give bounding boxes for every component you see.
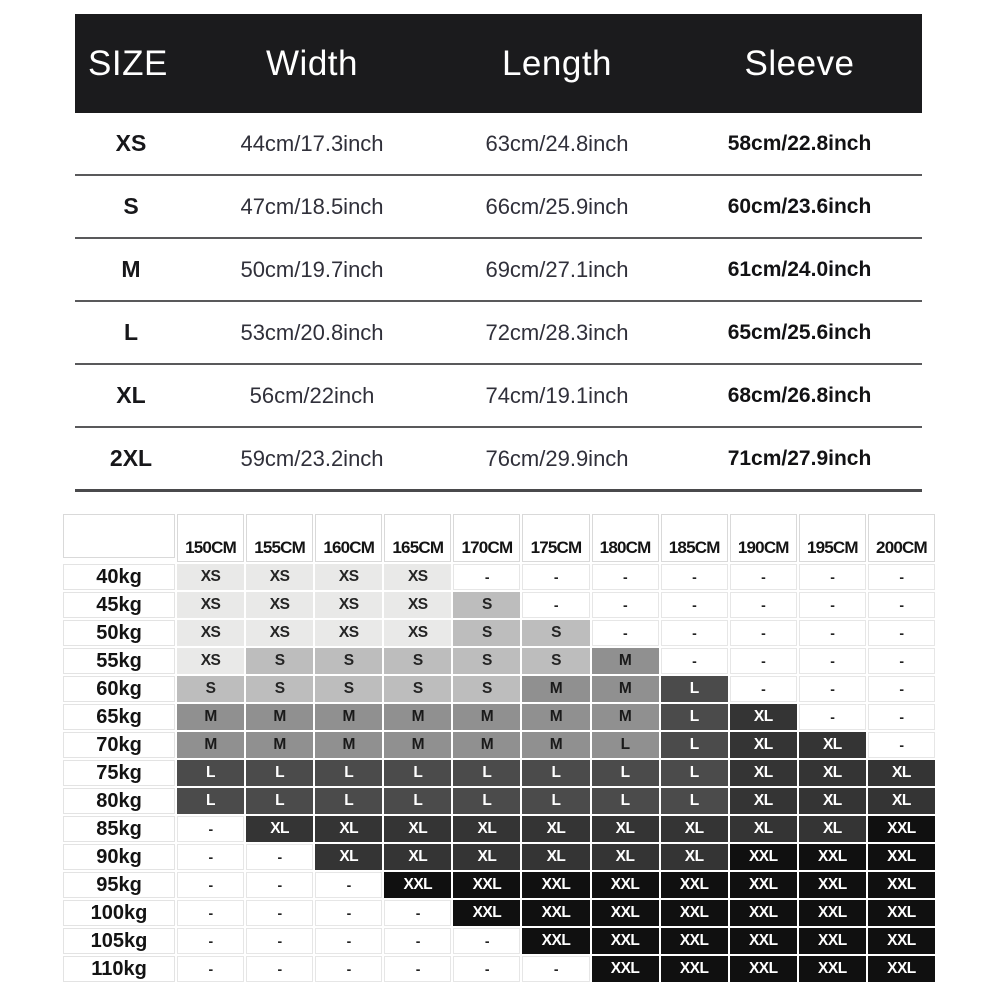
matrix-size-cell: - bbox=[453, 956, 520, 982]
row-separator bbox=[75, 489, 922, 492]
matrix-size-cell: XXL bbox=[868, 872, 935, 898]
sleeve-cell: 71cm/27.9inch bbox=[727, 446, 872, 470]
measurement-row bbox=[75, 176, 922, 237]
weight-label-cell: 95kg bbox=[63, 872, 175, 898]
matrix-size-cell: - bbox=[730, 620, 797, 646]
matrix-size-cell: XXL bbox=[384, 872, 451, 898]
matrix-size-cell: - bbox=[177, 956, 244, 982]
height-header-cell: 185CM bbox=[661, 514, 728, 562]
width-cell: 44cm/17.3inch bbox=[240, 130, 384, 156]
matrix-size-cell: XXL bbox=[522, 872, 589, 898]
matrix-size-cell: - bbox=[661, 648, 728, 674]
width-cell: 50cm/19.7inch bbox=[240, 256, 384, 282]
matrix-size-cell: XL bbox=[799, 732, 866, 758]
matrix-size-cell: XXL bbox=[661, 928, 728, 954]
height-header-cell: 160CM bbox=[315, 514, 382, 562]
matrix-size-cell: XL bbox=[730, 732, 797, 758]
height-header-cell: 165CM bbox=[384, 514, 451, 562]
matrix-size-cell: S bbox=[315, 648, 382, 674]
matrix-size-cell: M bbox=[592, 676, 659, 702]
matrix-size-cell: M bbox=[177, 704, 244, 730]
matrix-size-cell: XL bbox=[592, 816, 659, 842]
matrix-size-cell: XXL bbox=[799, 900, 866, 926]
matrix-size-cell: - bbox=[799, 648, 866, 674]
matrix-size-cell: XXL bbox=[730, 872, 797, 898]
matrix-size-cell: - bbox=[177, 928, 244, 954]
measurement-row bbox=[75, 428, 922, 489]
matrix-size-cell: M bbox=[315, 732, 382, 758]
matrix-size-cell: S bbox=[384, 676, 451, 702]
matrix-size-cell: XL bbox=[522, 844, 589, 870]
matrix-size-cell: L bbox=[177, 760, 244, 786]
matrix-size-cell: - bbox=[799, 564, 866, 590]
matrix-size-cell: XXL bbox=[522, 928, 589, 954]
matrix-size-cell: - bbox=[730, 564, 797, 590]
matrix-size-cell: XXL bbox=[730, 900, 797, 926]
matrix-size-cell: - bbox=[868, 620, 935, 646]
weight-label-cell: 100kg bbox=[63, 900, 175, 926]
matrix-size-cell: M bbox=[592, 648, 659, 674]
matrix-size-cell: XS bbox=[384, 564, 451, 590]
matrix-size-cell: - bbox=[177, 872, 244, 898]
matrix-size-cell: XL bbox=[453, 844, 520, 870]
height-header-cell: 155CM bbox=[246, 514, 313, 562]
weight-label-cell: 55kg bbox=[63, 648, 175, 674]
matrix-size-cell: M bbox=[592, 704, 659, 730]
weight-label-cell: 40kg bbox=[63, 564, 175, 590]
weight-label-cell: 65kg bbox=[63, 704, 175, 730]
measurement-row bbox=[75, 239, 922, 300]
matrix-size-cell: M bbox=[384, 704, 451, 730]
matrix-size-cell: - bbox=[868, 676, 935, 702]
matrix-size-cell: L bbox=[661, 704, 728, 730]
matrix-size-cell: - bbox=[730, 648, 797, 674]
matrix-size-cell: M bbox=[177, 732, 244, 758]
matrix-size-cell: M bbox=[453, 704, 520, 730]
matrix-size-cell: M bbox=[453, 732, 520, 758]
matrix-size-cell: L bbox=[246, 760, 313, 786]
weight-label-cell: 50kg bbox=[63, 620, 175, 646]
matrix-size-cell: XXL bbox=[868, 816, 935, 842]
matrix-size-cell: XXL bbox=[868, 844, 935, 870]
sleeve-cell: 68cm/26.8inch bbox=[727, 383, 872, 407]
matrix-size-cell: - bbox=[522, 956, 589, 982]
matrix-size-cell: XS bbox=[177, 592, 244, 618]
matrix-size-cell: XS bbox=[177, 564, 244, 590]
matrix-size-cell: - bbox=[661, 620, 728, 646]
matrix-size-cell: M bbox=[315, 704, 382, 730]
weight-label-cell: 85kg bbox=[63, 816, 175, 842]
height-header-cell: 175CM bbox=[522, 514, 589, 562]
matrix-size-cell: XL bbox=[730, 704, 797, 730]
matrix-size-cell: - bbox=[384, 900, 451, 926]
matrix-size-cell: XL bbox=[661, 816, 728, 842]
sleeve-column-header: Sleeve bbox=[744, 43, 855, 83]
matrix-size-cell: - bbox=[246, 872, 313, 898]
weight-label-cell: 70kg bbox=[63, 732, 175, 758]
matrix-size-cell: - bbox=[453, 564, 520, 590]
matrix-size-cell: XXL bbox=[868, 900, 935, 926]
matrix-size-cell: XS bbox=[246, 564, 313, 590]
size-cell: M bbox=[121, 256, 141, 282]
matrix-size-cell: XXL bbox=[453, 900, 520, 926]
length-column-header: Length bbox=[501, 43, 613, 83]
matrix-size-cell: L bbox=[315, 760, 382, 786]
height-header-cell: 195CM bbox=[799, 514, 866, 562]
matrix-size-cell: M bbox=[522, 732, 589, 758]
size-cell: XS bbox=[115, 130, 147, 156]
matrix-size-cell: L bbox=[661, 788, 728, 814]
matrix-size-cell: L bbox=[384, 788, 451, 814]
matrix-size-cell: XL bbox=[661, 844, 728, 870]
matrix-size-cell: XS bbox=[315, 620, 382, 646]
matrix-size-cell: L bbox=[246, 788, 313, 814]
weight-label-cell: 60kg bbox=[63, 676, 175, 702]
matrix-size-cell: XL bbox=[315, 844, 382, 870]
matrix-size-cell: XXL bbox=[799, 956, 866, 982]
matrix-size-cell: XXL bbox=[453, 872, 520, 898]
matrix-size-cell: S bbox=[453, 648, 520, 674]
matrix-size-cell: - bbox=[522, 592, 589, 618]
matrix-size-cell: L bbox=[592, 760, 659, 786]
height-header-cell: 170CM bbox=[453, 514, 520, 562]
matrix-size-cell: XXL bbox=[592, 872, 659, 898]
matrix-size-cell: - bbox=[799, 620, 866, 646]
size-cell: 2XL bbox=[109, 445, 153, 471]
matrix-size-cell: XXL bbox=[799, 872, 866, 898]
matrix-size-cell: - bbox=[661, 592, 728, 618]
matrix-size-cell: XS bbox=[246, 592, 313, 618]
matrix-size-cell: - bbox=[384, 956, 451, 982]
matrix-size-cell: L bbox=[315, 788, 382, 814]
matrix-size-cell: - bbox=[246, 900, 313, 926]
matrix-size-cell: - bbox=[868, 648, 935, 674]
width-cell: 59cm/23.2inch bbox=[240, 445, 384, 471]
matrix-size-cell: XXL bbox=[799, 928, 866, 954]
matrix-size-cell: XL bbox=[453, 816, 520, 842]
matrix-size-cell: S bbox=[315, 676, 382, 702]
matrix-size-cell: XL bbox=[799, 788, 866, 814]
matrix-size-cell: XL bbox=[868, 788, 935, 814]
matrix-size-cell: - bbox=[246, 844, 313, 870]
matrix-size-cell: XL bbox=[384, 844, 451, 870]
matrix-size-cell: - bbox=[315, 928, 382, 954]
matrix-size-cell: - bbox=[315, 900, 382, 926]
matrix-size-cell: S bbox=[246, 648, 313, 674]
matrix-size-cell: S bbox=[384, 648, 451, 674]
size-cell: L bbox=[123, 319, 139, 345]
matrix-size-cell: M bbox=[384, 732, 451, 758]
matrix-size-cell: XS bbox=[246, 620, 313, 646]
matrix-size-cell: S bbox=[522, 620, 589, 646]
measurement-table-rows bbox=[75, 113, 922, 492]
matrix-size-cell: L bbox=[592, 732, 659, 758]
matrix-size-cell: XL bbox=[384, 816, 451, 842]
matrix-size-cell: - bbox=[522, 564, 589, 590]
width-cell: 56cm/22inch bbox=[249, 382, 375, 408]
length-cell: 66cm/25.9inch bbox=[485, 193, 629, 219]
matrix-size-cell: L bbox=[177, 788, 244, 814]
height-header-cell: 150CM bbox=[177, 514, 244, 562]
matrix-corner-cell bbox=[63, 514, 175, 558]
matrix-size-cell: - bbox=[799, 704, 866, 730]
height-header-cell: 200CM bbox=[868, 514, 935, 562]
matrix-size-cell: L bbox=[453, 788, 520, 814]
matrix-size-cell: - bbox=[177, 900, 244, 926]
matrix-size-cell: XXL bbox=[868, 956, 935, 982]
matrix-size-cell: XL bbox=[730, 788, 797, 814]
matrix-size-cell: - bbox=[246, 928, 313, 954]
matrix-size-cell: - bbox=[799, 676, 866, 702]
matrix-size-cell: XL bbox=[522, 816, 589, 842]
matrix-size-cell: - bbox=[868, 732, 935, 758]
measurement-table bbox=[75, 14, 922, 492]
matrix-size-cell: XXL bbox=[522, 900, 589, 926]
matrix-size-cell: S bbox=[522, 648, 589, 674]
matrix-size-cell: XXL bbox=[592, 900, 659, 926]
matrix-size-cell: L bbox=[453, 760, 520, 786]
weight-label-cell: 80kg bbox=[63, 788, 175, 814]
size-cell: S bbox=[123, 193, 139, 219]
matrix-size-cell: XL bbox=[246, 816, 313, 842]
length-cell: 63cm/24.8inch bbox=[485, 130, 629, 156]
matrix-size-cell: XXL bbox=[799, 844, 866, 870]
matrix-size-cell: L bbox=[661, 732, 728, 758]
matrix-size-cell: - bbox=[453, 928, 520, 954]
measurement-row bbox=[75, 302, 922, 363]
matrix-size-cell: XXL bbox=[730, 956, 797, 982]
matrix-size-cell: - bbox=[315, 956, 382, 982]
sleeve-cell: 61cm/24.0inch bbox=[727, 257, 872, 281]
length-cell: 76cm/29.9inch bbox=[485, 445, 629, 471]
measurement-row bbox=[75, 113, 922, 174]
matrix-size-cell: L bbox=[661, 760, 728, 786]
matrix-size-cell: M bbox=[246, 732, 313, 758]
matrix-size-cell: - bbox=[246, 956, 313, 982]
sleeve-cell: 60cm/23.6inch bbox=[727, 194, 872, 218]
matrix-size-cell: XS bbox=[177, 648, 244, 674]
matrix-size-cell: - bbox=[730, 592, 797, 618]
matrix-size-cell: - bbox=[730, 676, 797, 702]
weight-label-cell: 90kg bbox=[63, 844, 175, 870]
matrix-size-cell: XXL bbox=[730, 844, 797, 870]
matrix-size-cell: XS bbox=[315, 564, 382, 590]
matrix-size-cell: S bbox=[177, 676, 244, 702]
matrix-size-cell: XS bbox=[177, 620, 244, 646]
matrix-size-cell: XL bbox=[730, 816, 797, 842]
matrix-size-cell: - bbox=[177, 816, 244, 842]
matrix-size-cell: XS bbox=[384, 592, 451, 618]
matrix-size-cell: - bbox=[592, 592, 659, 618]
matrix-size-cell: XXL bbox=[592, 956, 659, 982]
matrix-size-cell: XXL bbox=[592, 928, 659, 954]
matrix-size-cell: L bbox=[661, 676, 728, 702]
matrix-size-cell: - bbox=[592, 620, 659, 646]
matrix-size-cell: L bbox=[522, 760, 589, 786]
sleeve-cell: 65cm/25.6inch bbox=[727, 320, 872, 344]
matrix-size-cell: XXL bbox=[868, 928, 935, 954]
matrix-size-cell: XL bbox=[799, 816, 866, 842]
matrix-size-cell: XS bbox=[315, 592, 382, 618]
matrix-size-cell: - bbox=[661, 564, 728, 590]
length-cell: 72cm/28.3inch bbox=[485, 319, 629, 345]
matrix-size-cell: XL bbox=[592, 844, 659, 870]
matrix-size-cell: XXL bbox=[661, 900, 728, 926]
length-cell: 69cm/27.1inch bbox=[485, 256, 629, 282]
weight-label-cell: 45kg bbox=[63, 592, 175, 618]
matrix-size-cell: S bbox=[453, 676, 520, 702]
sleeve-cell: 58cm/22.8inch bbox=[727, 131, 872, 155]
matrix-size-cell: - bbox=[592, 564, 659, 590]
matrix-size-cell: XXL bbox=[661, 956, 728, 982]
matrix-size-cell: XL bbox=[799, 760, 866, 786]
weight-label-cell: 105kg bbox=[63, 928, 175, 954]
matrix-size-cell: M bbox=[522, 704, 589, 730]
matrix-size-cell: XXL bbox=[730, 928, 797, 954]
weight-label-cell: 110kg bbox=[63, 956, 175, 982]
matrix-size-cell: XS bbox=[384, 620, 451, 646]
matrix-size-cell: - bbox=[868, 564, 935, 590]
matrix-size-cell: XL bbox=[315, 816, 382, 842]
matrix-size-cell: - bbox=[315, 872, 382, 898]
matrix-size-cell: S bbox=[453, 620, 520, 646]
matrix-size-cell: - bbox=[799, 592, 866, 618]
matrix-size-cell: - bbox=[177, 844, 244, 870]
width-cell: 47cm/18.5inch bbox=[240, 193, 384, 219]
matrix-size-cell: - bbox=[384, 928, 451, 954]
matrix-size-cell: S bbox=[453, 592, 520, 618]
matrix-size-cell: XL bbox=[868, 760, 935, 786]
size-column-header: SIZE bbox=[88, 43, 168, 83]
matrix-size-cell: L bbox=[384, 760, 451, 786]
weight-label-cell: 75kg bbox=[63, 760, 175, 786]
matrix-size-cell: L bbox=[592, 788, 659, 814]
matrix-size-cell: L bbox=[522, 788, 589, 814]
matrix-size-cell: S bbox=[246, 676, 313, 702]
matrix-size-cell: M bbox=[522, 676, 589, 702]
matrix-size-cell: XXL bbox=[661, 872, 728, 898]
matrix-size-cell: - bbox=[868, 592, 935, 618]
measurement-table-header bbox=[75, 14, 922, 113]
height-header-cell: 190CM bbox=[730, 514, 797, 562]
matrix-size-cell: XL bbox=[730, 760, 797, 786]
size-cell: XL bbox=[116, 382, 146, 408]
width-cell: 53cm/20.8inch bbox=[240, 319, 384, 345]
length-cell: 74cm/19.1inch bbox=[485, 382, 629, 408]
measurement-row bbox=[75, 365, 922, 426]
width-column-header: Width bbox=[266, 43, 358, 83]
matrix-size-cell: - bbox=[868, 704, 935, 730]
height-header-cell: 180CM bbox=[592, 514, 659, 562]
fit-matrix bbox=[63, 514, 935, 982]
matrix-size-cell: M bbox=[246, 704, 313, 730]
